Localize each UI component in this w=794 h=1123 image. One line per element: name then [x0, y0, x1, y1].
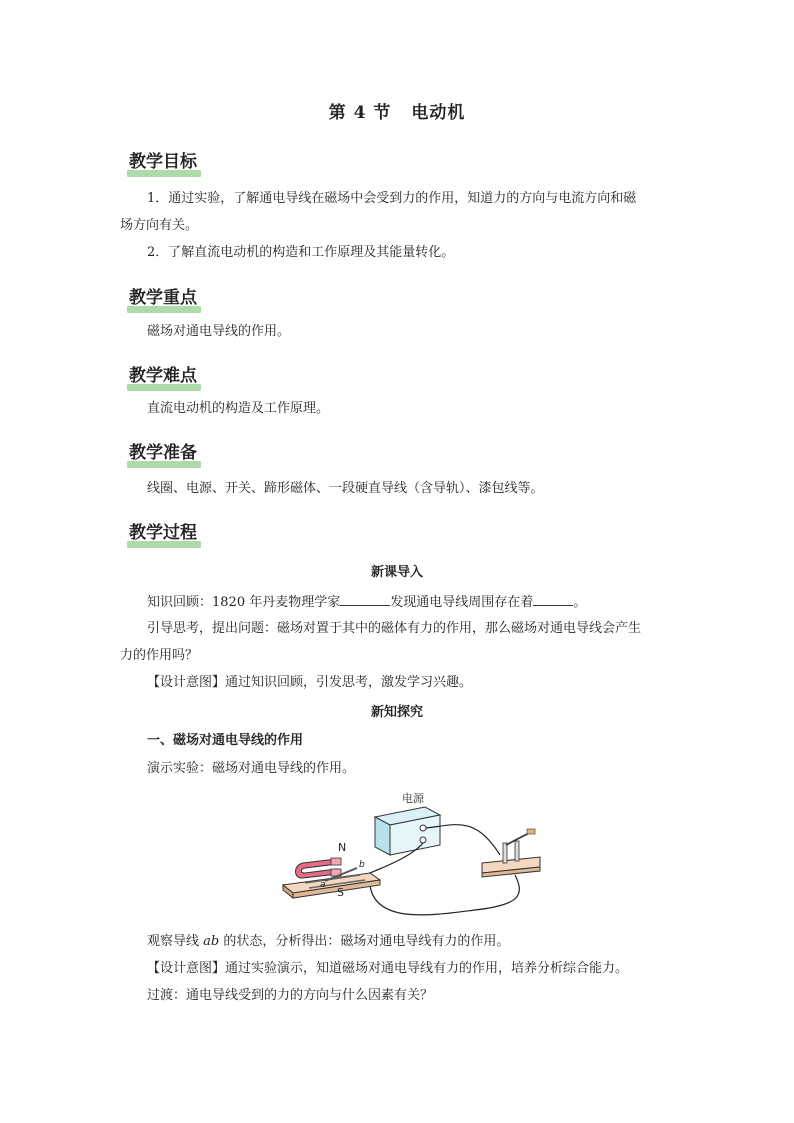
heading-key-points: 教学重点 — [129, 286, 197, 314]
preparation-text: 线圈、电源、开关、蹄形磁体、一段硬直导线（含导轨）、漆包线等。 — [147, 481, 544, 496]
guide-line-1: 引导思考，提出问题：磁场对置于其中的磁体有力的作用，那么磁场对通电导线会产生 — [147, 621, 642, 636]
pole-n-label: N — [338, 841, 347, 854]
heading-difficult-points: 教学难点 — [129, 364, 197, 392]
section-number: 第 4 节 — [328, 103, 392, 123]
switch — [482, 829, 540, 877]
point-b-label: b — [359, 860, 365, 870]
goal-1-line-1: 1．通过实验，了解通电导线在磁场中会受到力的作用，知道力的方向与电流方向和磁 — [147, 191, 637, 206]
experiment-figure — [275, 785, 555, 925]
point-a-label: a — [320, 880, 326, 890]
explore-design-intent: 【设计意图】通过实验演示，知道磁场对通电导线有力的作用，培养分析综合能力。 — [147, 961, 629, 976]
goal-1-line-2: 场方向有关。 — [120, 218, 199, 233]
difficult-points-text: 直流电动机的构造及工作原理。 — [147, 401, 330, 416]
goal-2: 2．了解直流电动机的构造和工作原理及其能量转化。 — [147, 245, 455, 260]
guide-line-2: 力的作用吗？ — [120, 648, 199, 663]
key-points-text: 磁场对通电导线的作用。 — [147, 324, 291, 339]
heading-preparation: 教学准备 — [129, 441, 197, 469]
transition-text: 过渡：通电导线受到的力的方向与什么因素有关？ — [147, 988, 434, 1003]
power-label: 电源 — [402, 792, 424, 805]
power-supply — [375, 807, 440, 855]
horseshoe-magnet — [296, 858, 342, 878]
intro-design-intent: 【设计意图】通过知识回顾，引发思考，激发学习兴趣。 — [147, 675, 473, 690]
pole-s-label: S — [337, 886, 344, 899]
subsection-1-heading: 一、磁场对通电导线的作用 — [147, 733, 304, 748]
intro-heading: 新课导入 — [370, 565, 423, 580]
observe-text: 观察导线 ab 的状态，分析得出：磁场对通电导线有力的作用。 — [147, 934, 510, 949]
knowledge-review: 知识回顾：1820 年丹麦物理学家 发现通电导线周围存在着 。 — [147, 592, 586, 613]
demo-experiment: 演示实验：磁场对通电导线的作用。 — [147, 761, 356, 776]
page-title — [0, 98, 794, 123]
heading-teaching-process: 教学过程 — [129, 521, 197, 549]
heading-teaching-goals: 教学目标 — [129, 150, 197, 178]
explore-heading: 新知探究 — [370, 705, 423, 720]
wire-bottom — [370, 875, 519, 915]
section-name: 电动机 — [411, 103, 466, 123]
